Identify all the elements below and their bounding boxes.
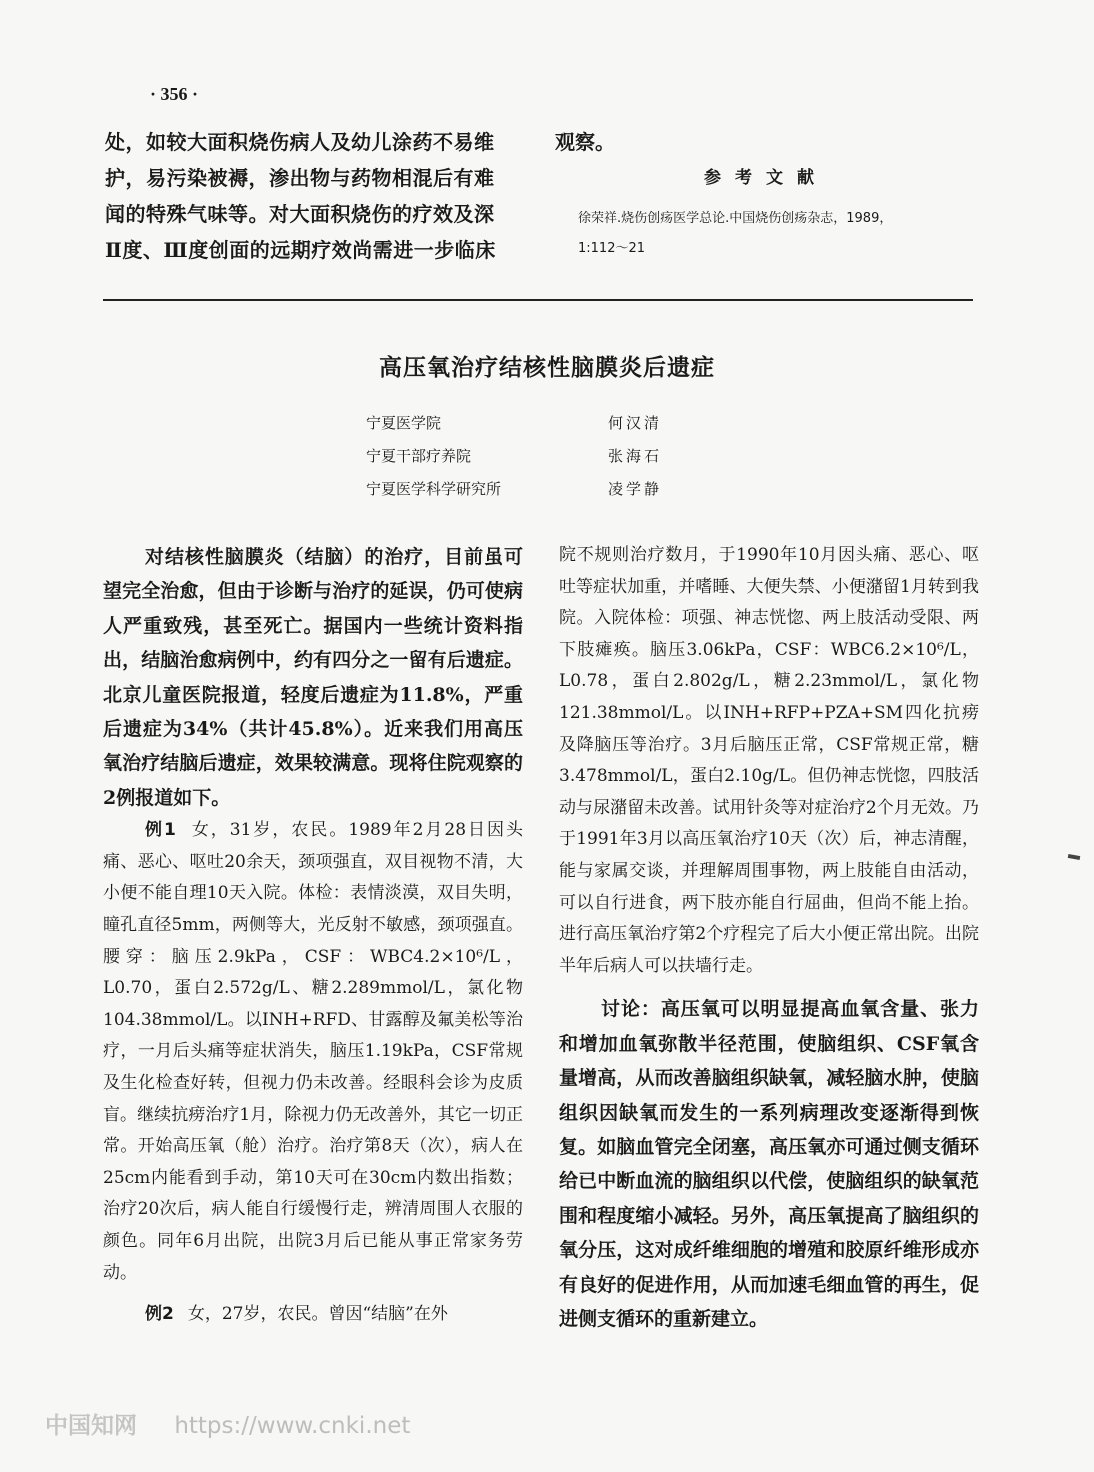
watermark	[45, 1407, 410, 1440]
reference-line: 徐荣祥.烧伤创疡医学总论.中国烧伤创疡杂志，1989，	[578, 211, 893, 226]
text-line: 处，如较大面积烧伤病人及幼儿涂药不易维	[105, 130, 495, 154]
discussion-text: 高压氧可以明显提高血氧含量、张力和增加血氧弥散半径范围，使脑组织、CSF氧含量增高，从而改善脑组织缺氧，减轻脑水肿，使脑组织因缺氧而发生的一系列病理改变逐渐得到恢复。如脑血管完全闭塞，高压氧亦可通过侧支循环给已中断血流的脑组织以代偿，使脑组织的缺氧范围和程度缩小减轻。另外，高压氧提高了脑组织的氧分压，这对成纤维细胞的增殖和胶原纤维形成亦有良好的促进作用，从而加速毛细血管的再生，促进侧支循环的重新建立。	[559, 998, 979, 1330]
author-row	[366, 412, 686, 445]
author-row	[366, 478, 686, 511]
case2-continued-paragraph: 院不规则治疗数月，于1990年10月因头痛、恶心、呕吐等症状加重，并嗜睡、大便失禁、小便潴留1月转到我院。入院体检：项强、神志恍惚、两上肢活动受限、两下肢瘫痪。脑压3.06kPa，CSF：WBC6.2×10⁶/L，L0.78，蛋白2.802g/L，糖2.23mmol/L，氯化物121.38mmol/L。以INH+RFP+PZA+SM四化抗痨及降脑压等治疗。3月后脑压正常，CSF常规正常，糖3.478mmol/L，蛋白2.10g/L。但仍神志恍惚，四肢活动与尿潴留未改善。试用针灸等对症治疗2个月无效。乃于1991年3月以高压氧治疗10天（次）后，神志清醒，能与家属交谈，并理解周围事物，两上肢能自由活动，可以自行进食，两下肢亦能自行屈曲，但尚不能上抬。进行高压氧治疗第2个疗程完了后大小便正常出院。出院半年后病人可以扶墙行走。	[559, 545, 979, 976]
author-list	[366, 412, 686, 511]
author-institution: 宁夏医学科学研究所	[366, 480, 502, 498]
case2-label: 例2	[145, 1304, 174, 1325]
scan-mark	[1068, 854, 1081, 860]
author-institution: 宁夏干部疗养院	[366, 447, 472, 465]
author-name: 张海石	[608, 447, 663, 465]
watermark-url: https://www.cnki.net	[174, 1413, 411, 1439]
author-row	[366, 445, 686, 478]
text-line: 闻的特殊气味等。对大面积烧伤的疗效及深	[105, 202, 495, 226]
case1-paragraph	[103, 815, 523, 1289]
case1-label: 例1	[145, 820, 176, 841]
reference-line: 1:112～21	[578, 241, 646, 256]
case1-text: 女，31岁，农民。1989年2月28日因头痛、恶心、呕吐20余天，颈项强直，双目视物不清，大小便不能自理10天入院。体检：表情淡漠，双目失明，瞳孔直径5mm，两侧等大，光反射不敏感，颈项强直。腰穿：脑压2.9kPa，CSF：WBC4.2×10⁶/L，L0.70，蛋白2.572g/L、糖2.289mmol/L，氯化物104.38mmol/L。以INH+RFD、甘露醇及氟美松等治疗，一月后头痛等症状消失，脑压1.19kPa，CSF常规及生化检查好转，但视力仍未改善。经眼科会诊为皮质盲。继续抗痨治疗1月，除视力仍无改善外，其它一切正常。开始高压氧（舱）治疗。治疗第8天（次），病人在25cm内能看到手动，第10天可在30cm内数出指数；治疗20次后，病人能自行缓慢行走，辨清周围人衣服的颜色。同年6月出院，出院3月后已能从事正常家务劳动。	[103, 820, 523, 1283]
case2-paragraph	[103, 1299, 523, 1331]
reference-entry	[578, 204, 978, 264]
text-line: Ⅱ度、Ⅲ度创面的远期疗效尚需进一步临床	[105, 238, 496, 262]
discussion-label: 讨论：	[601, 998, 661, 1021]
cnki-logo-text: 中国知网	[45, 1413, 137, 1439]
section-divider	[103, 299, 973, 301]
previous-article-left-column	[105, 124, 535, 268]
discussion-paragraph	[559, 992, 979, 1336]
author-institution: 宁夏医学院	[366, 414, 442, 432]
case2-text-start: 女，27岁，农民。曾因“结脑”在外	[187, 1304, 448, 1325]
text-line: 护，易污染被褥，渗出物与药物相混后有难	[105, 166, 495, 190]
author-name: 凌学静	[608, 480, 663, 498]
body-right-column	[559, 540, 979, 1336]
article-title: 高压氧治疗结核性脑膜炎后遗症	[379, 355, 715, 381]
references-heading: 参考文献	[704, 168, 828, 188]
previous-article-closing-text: 观察。	[555, 130, 615, 154]
page-number: · 356 ·	[150, 84, 199, 104]
body-left-column	[103, 540, 523, 1331]
author-name: 何汉清	[608, 414, 663, 432]
intro-paragraph: 对结核性脑膜炎（结脑）的治疗，目前虽可望完全治愈，但由于诊断与治疗的延误，仍可使病人严重致残，甚至死亡。据国内一些统计资料指出，结脑治愈病例中，约有四分之一留有后遗症。北京儿童医院报道，轻度后遗症为11.8%，严重后遗症为34%（共计45.8%）。近来我们用高压氧治疗结脑后遗症，效果较满意。现将住院观察的2例报道如下。	[103, 546, 523, 809]
